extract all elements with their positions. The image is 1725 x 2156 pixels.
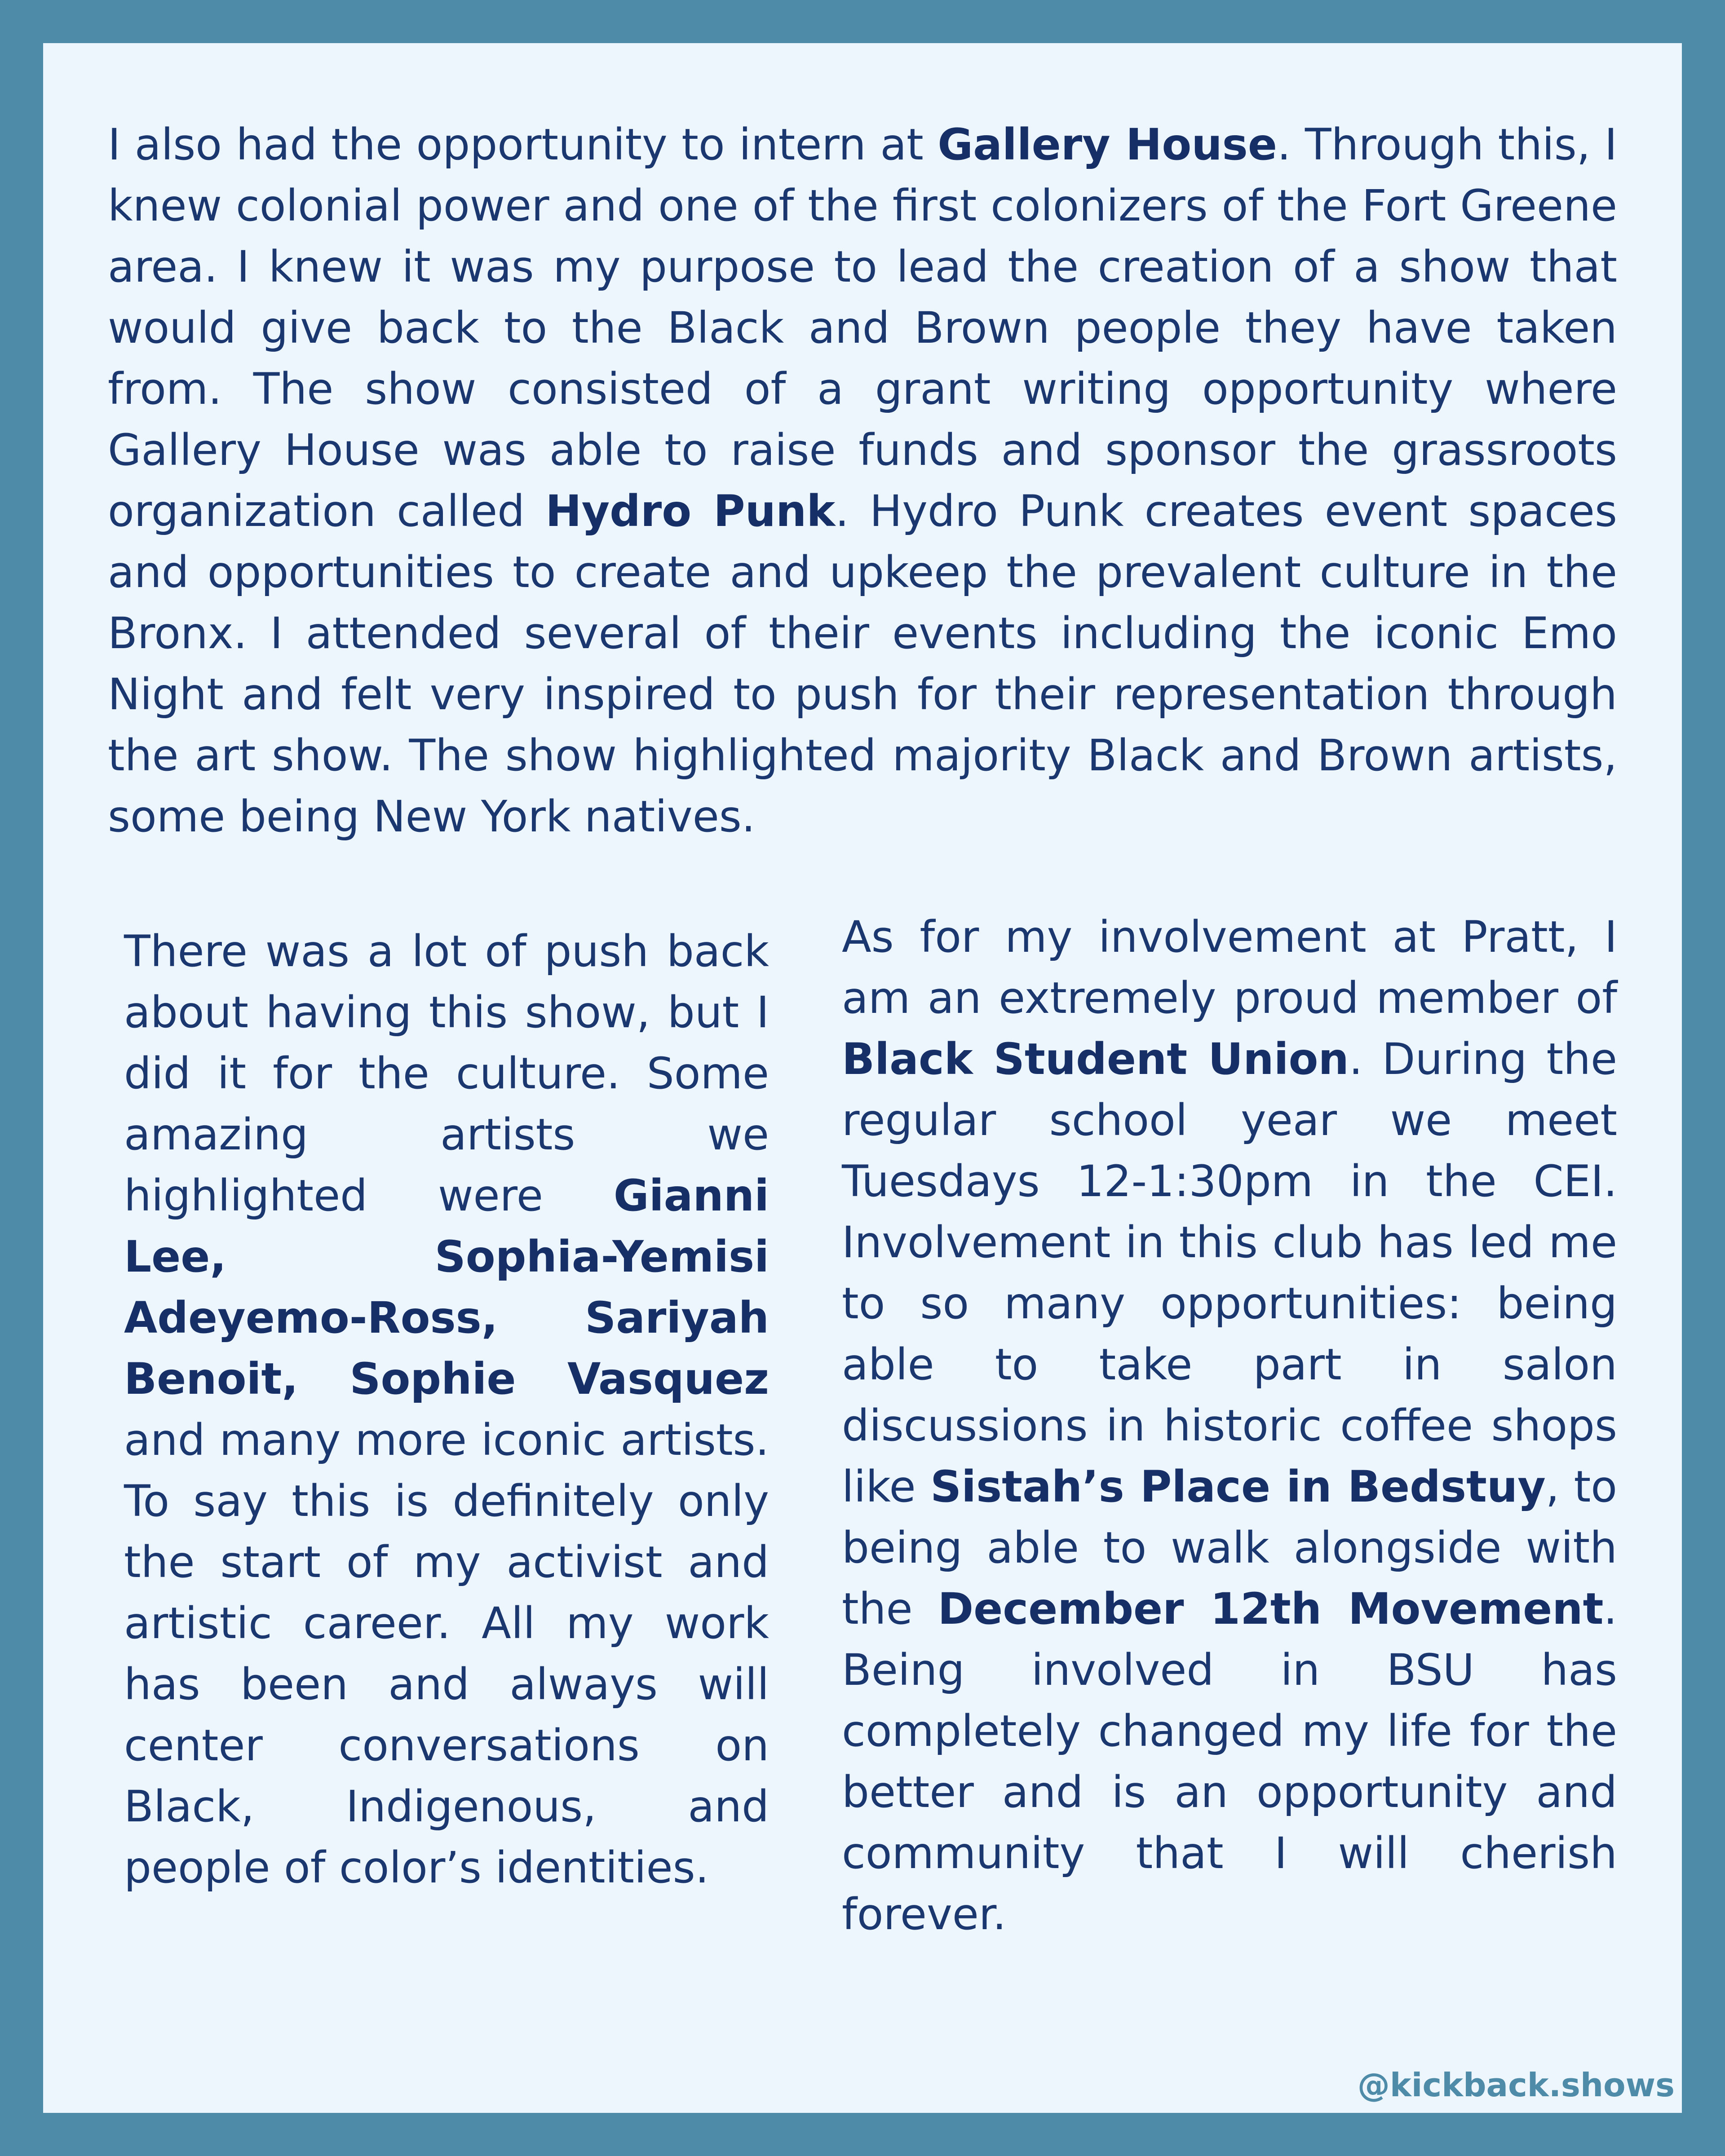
intro-text-1: I also had the opportunity to intern at — [108, 119, 938, 170]
artists-highlight: Gianni Lee, Sophia-Yemisi Adeyemo-Ross, Sariyah Benoit, Sophie Vasquez — [124, 1171, 769, 1404]
left-column-paragraph — [124, 921, 769, 1898]
intro-text-2: . Through this, I knew colonial power and one of the first colonizers of the Fort Greene area. I knew it was my purpose to lead the creation of a show that would give back to the Black and Brown people they have taken from. The show consisted of a grant writing opportunity where Gallery House was able to raise funds and sponsor the grassroots organization called — [108, 119, 1618, 536]
intro-text-3: . Hydro Punk creates event spaces and opportunities to create and upkeep the prevalent culture in the Bronx. I attended several of their events including the iconic Emo Night and felt very inspired to push for their representation through the art show. The show highlighted majority Black and Brown artists, some being New York natives. — [108, 486, 1618, 842]
left-text-2: and many more iconic artists. To say this is definitely only the start of my activist and artistic career. All my work has been and always will center conversations on Black, Indigenous, and people of color’s identities. — [124, 1415, 769, 1893]
bsu-highlight: Black Student Union — [842, 1034, 1349, 1084]
hydro-punk-highlight: Hydro Punk — [545, 486, 836, 536]
intro-paragraph — [108, 114, 1617, 847]
december-movement-highlight: December 12th Movement — [938, 1584, 1604, 1634]
social-handle: @kickback.shows — [1357, 2066, 1675, 2104]
right-text-4: . Being involved in BSU has completely changed my life for the better and is an opportunity and community that I will cherish forever. — [842, 1584, 1618, 1940]
left-text-1: There was a lot of push back about having this show, but I did it for the culture. Some amazing artists we highlighted were — [124, 926, 769, 1221]
right-text-2: . During the regular school year we meet Tuesdays 12-1:30pm in the CEI. Involvement in this club has led me to so many opportunities: being able to take part in salon discussions in historic coffee shops like — [842, 1034, 1618, 1512]
sistahs-place-highlight: Sistah’s Place in Bedstuy — [930, 1462, 1546, 1512]
gallery-house-highlight: Gallery House — [938, 119, 1277, 170]
right-column-paragraph — [842, 906, 1617, 1945]
right-text-3: , to being able to walk alongside with the — [842, 1462, 1618, 1634]
right-text-1: As for my involvement at Pratt, I am an extremely proud member of — [842, 912, 1617, 1023]
